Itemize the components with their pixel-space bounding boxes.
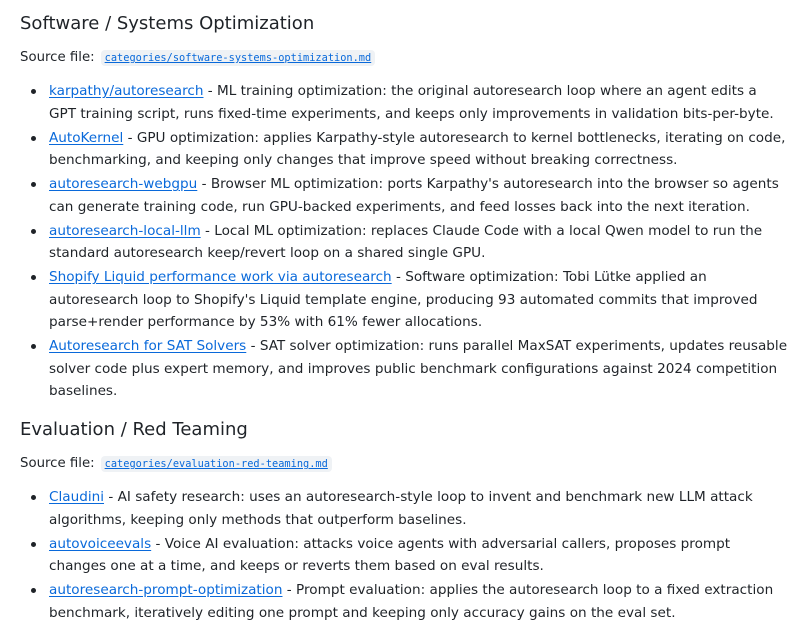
bullet-icon bbox=[31, 542, 36, 547]
document-page bbox=[20, 0, 788, 626]
source-file-line bbox=[20, 48, 788, 68]
list-item bbox=[20, 127, 788, 172]
bullet-icon bbox=[31, 495, 36, 500]
source-file-link[interactable]: categories/evaluation-red-teaming.md bbox=[104, 458, 328, 470]
project-list bbox=[20, 486, 788, 624]
bullet-icon bbox=[31, 89, 36, 94]
source-file-line bbox=[20, 454, 788, 474]
source-file-link[interactable]: categories/software-systems-optimization.md bbox=[104, 52, 372, 64]
list-item bbox=[20, 533, 788, 578]
project-link[interactable]: autoresearch-prompt-optimization bbox=[49, 582, 283, 598]
project-description: - SAT solver optimization: runs parallel MaxSAT experiments, updates reusable solver code plus expert memory, and improves public benchmark configurations against 2024 competition baselines. bbox=[49, 338, 788, 399]
project-link[interactable]: autovoiceevals bbox=[49, 535, 152, 552]
project-link[interactable]: Shopify Liquid performance work via autoresearch bbox=[49, 269, 392, 285]
section-evaluation-red-teaming bbox=[20, 404, 788, 624]
source-file-code bbox=[101, 50, 376, 66]
list-item bbox=[20, 335, 788, 403]
list-item bbox=[20, 579, 788, 624]
section-heading: Software / Systems Optimization bbox=[20, 13, 315, 34]
project-link[interactable]: karpathy/autoresearch bbox=[49, 83, 204, 99]
section-software-systems-optimization bbox=[20, 0, 788, 403]
project-link[interactable]: Autoresearch for SAT Solvers bbox=[49, 338, 247, 354]
bullet-icon bbox=[31, 182, 36, 187]
list-item bbox=[20, 220, 788, 265]
project-link[interactable]: Claudini bbox=[49, 489, 105, 505]
source-file-label: Source file: bbox=[20, 456, 95, 471]
list-item bbox=[20, 173, 788, 218]
bullet-icon bbox=[31, 344, 36, 349]
project-link[interactable]: autoresearch-webgpu bbox=[49, 176, 198, 192]
project-list bbox=[20, 80, 788, 403]
bullet-icon bbox=[31, 588, 36, 593]
bullet-icon bbox=[31, 136, 36, 141]
project-link[interactable]: autoresearch-local-llm bbox=[49, 222, 201, 239]
section-heading: Evaluation / Red Teaming bbox=[20, 419, 248, 440]
bullet-icon bbox=[31, 275, 36, 280]
project-description: - Browser ML optimization: ports Karpathy's autoresearch into the browser so agents can generate training code, run GPU-backed experiments, and feed losses back into the next iteration. bbox=[49, 176, 779, 215]
bullet-icon bbox=[31, 229, 36, 234]
project-description: - Prompt evaluation: applies the autoresearch loop to a fixed extraction benchmark, iteratively editing one prompt and keeping only accuracy gains on the eval set. bbox=[49, 582, 774, 621]
project-description: - Voice AI evaluation: attacks voice agents with adversarial callers, proposes prompt changes one at a time, and keeps or reverts them based on eval results. bbox=[49, 535, 731, 574]
project-description: - ML training optimization: the original autoresearch loop where an agent edits a GPT training script, runs fixed-time experiments, and keeps only improvements in validation bits-per-byte. bbox=[49, 83, 774, 122]
project-link[interactable]: AutoKernel bbox=[49, 129, 124, 146]
list-item bbox=[20, 80, 788, 125]
source-file-code bbox=[101, 456, 332, 472]
project-description: - Software optimization: Tobi Lütke applied an autoresearch loop to Shopify's Liquid template engine, producing 93 automated commits that improved parse+render performance by 53% with 61% fewer allocations. bbox=[49, 269, 758, 330]
project-description: - Local ML optimization: replaces Claude Code with a local Qwen model to run the standard autoresearch keep/revert loop on a shared single GPU. bbox=[49, 222, 763, 261]
project-description: - AI safety research: uses an autoresearch-style loop to invent and benchmark new LLM attack algorithms, keeping only methods that outperform baselines. bbox=[49, 489, 753, 528]
project-description: - GPU optimization: applies Karpathy-style autoresearch to kernel bottlenecks, iterating on code, benchmarking, and keeping only changes that improve speed without breaking correctness. bbox=[49, 129, 786, 168]
list-item bbox=[20, 486, 788, 531]
list-item bbox=[20, 266, 788, 334]
source-file-label: Source file: bbox=[20, 50, 95, 65]
